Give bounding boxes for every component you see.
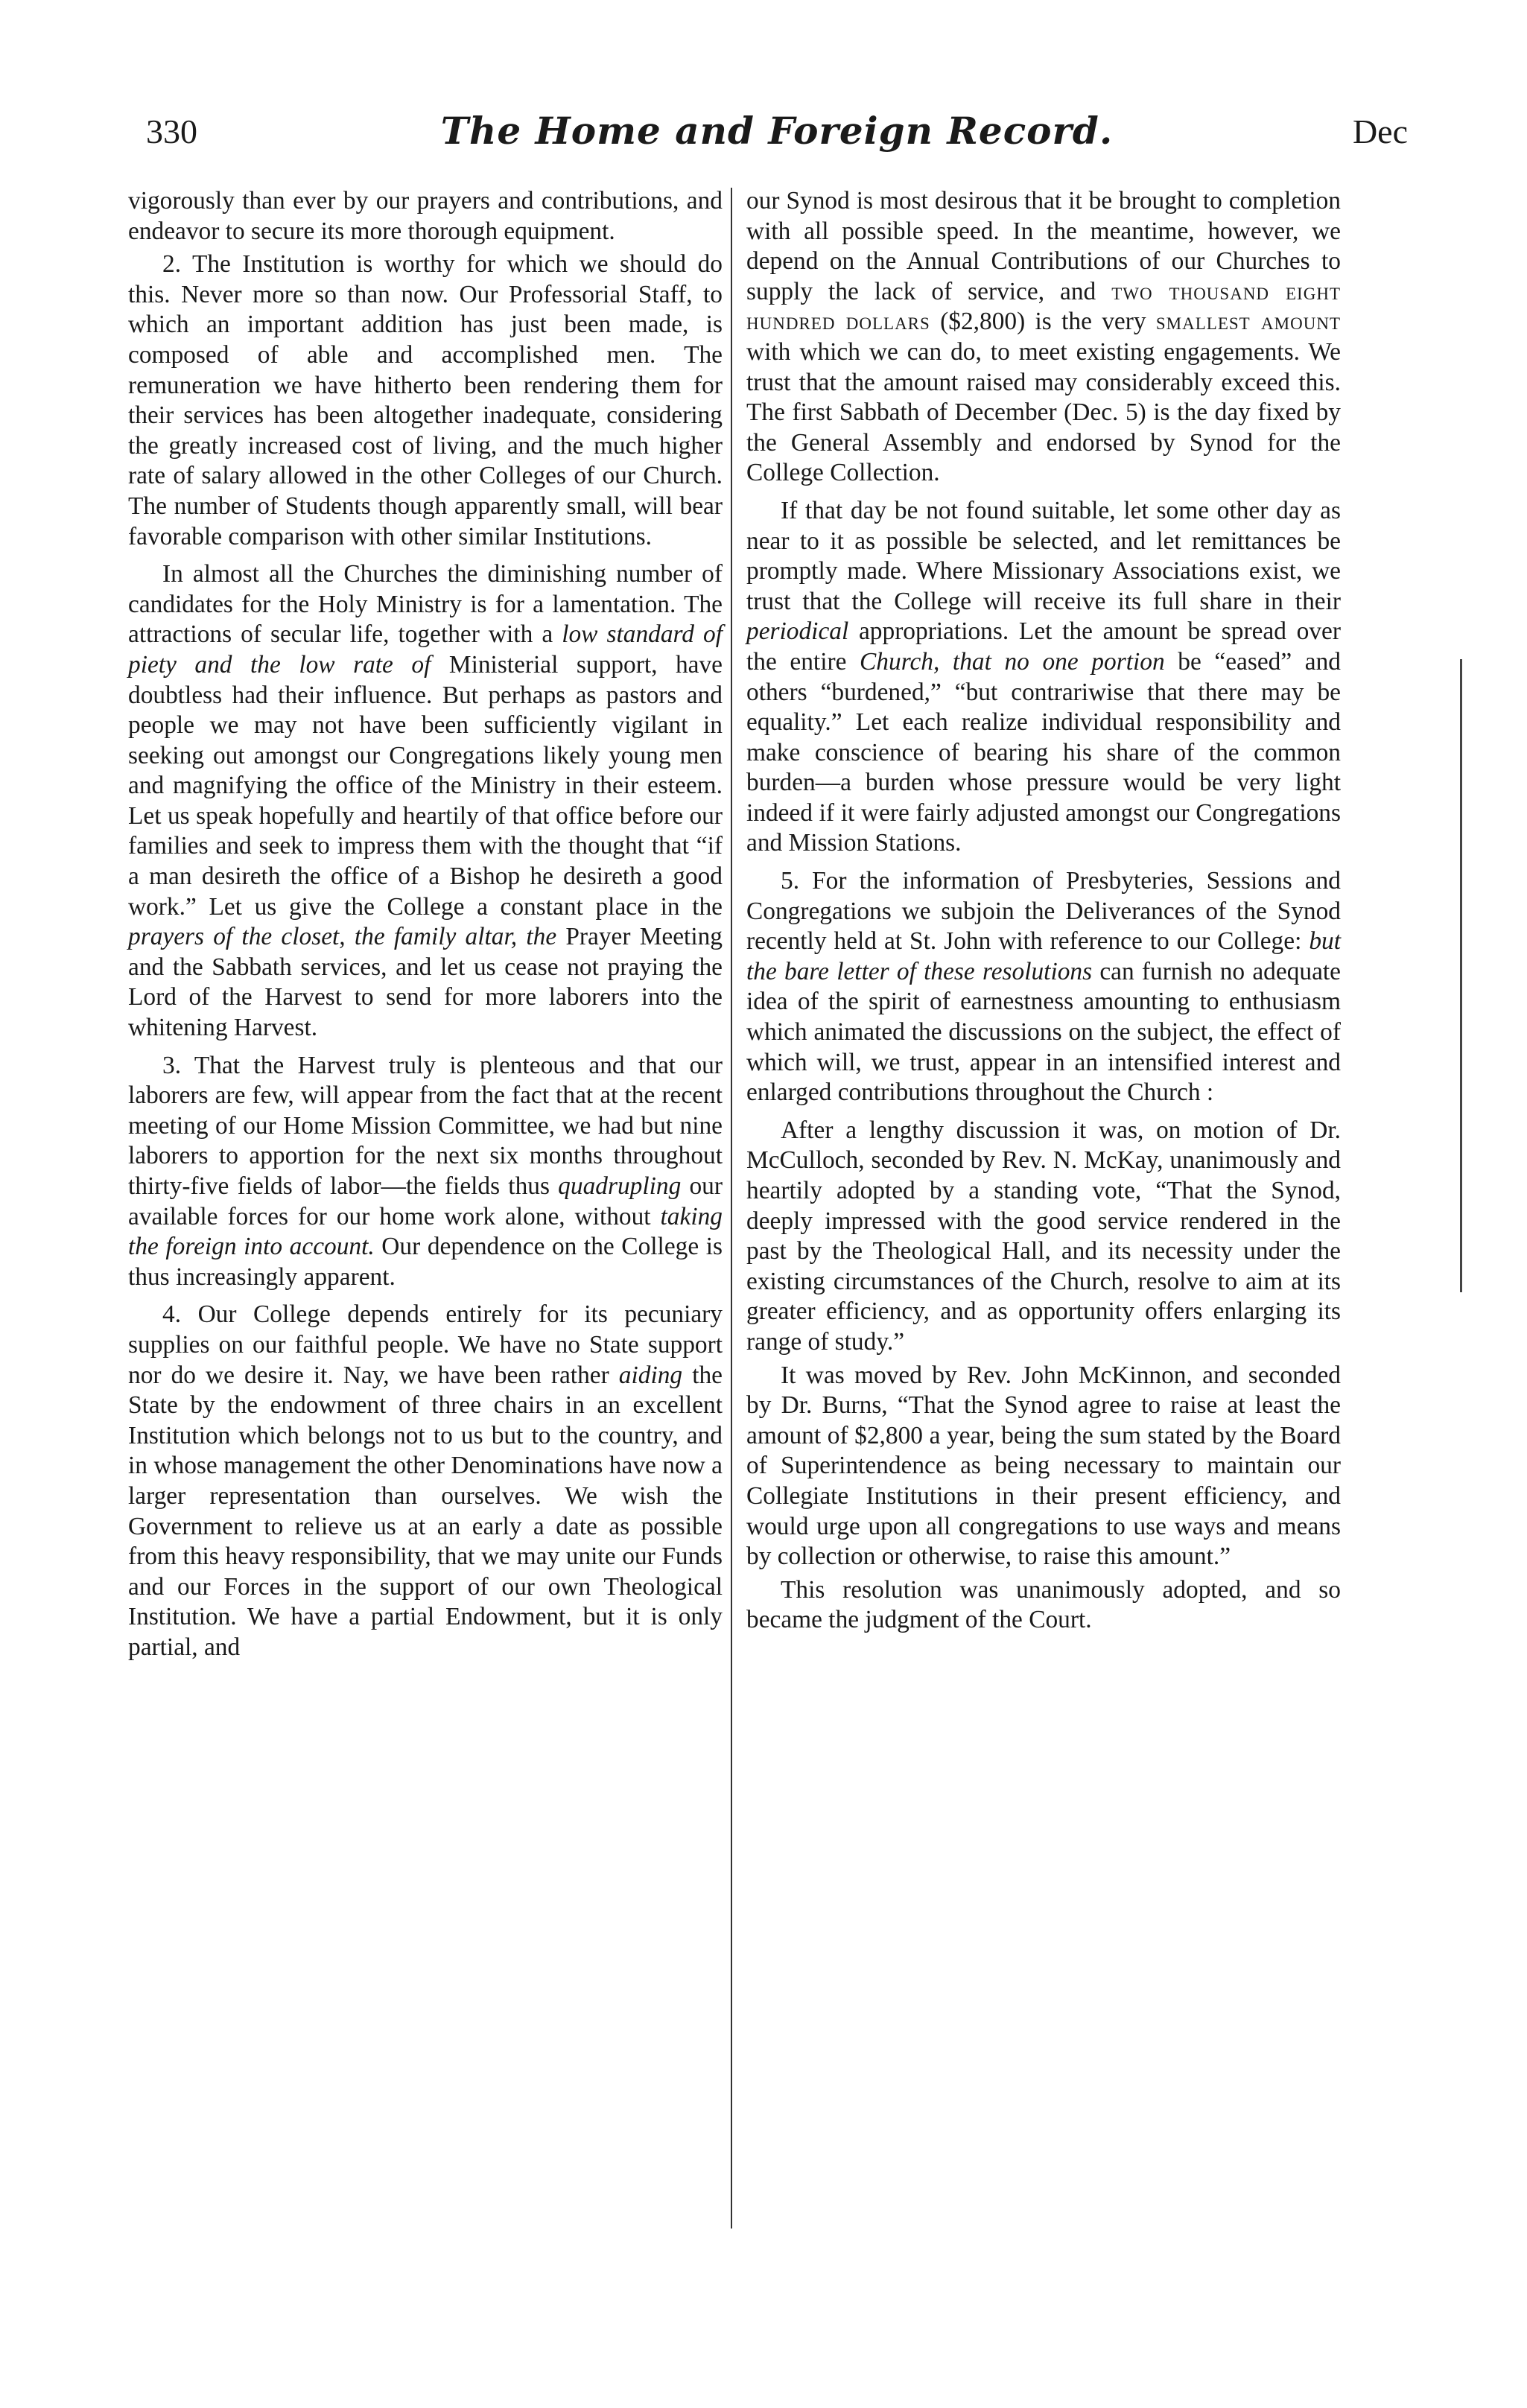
italic-run: prayers of the closet, the family altar, the <box>128 923 557 951</box>
text-run: 3. That the Harvest truly is plenteous and that our laborers are few, will appear from the fact that at the recent meeting of our Home Mission Committee, we had but nine laborers to apportion for the next six months throughout thirty-five fields of labor—the fields thus <box>128 1051 723 1200</box>
column-divider <box>731 188 732 2228</box>
text-run: our Synod is most desirous that it be brought to completion with all possible speed. In the meantime, however, we depend on the Annual Contributions of our Churches to supply the lack of service, and <box>746 187 1341 305</box>
left-paragraph-2: 2. The Institution is worthy for which we should do this. Never more so than now. Our Professorial Staff, to which an important addition has just been made, is composed of able and accomplished men. The remuneration we have hitherto been rendering them for their services has been altogether inadequate, considering the greatly increased cost of living, and the much higher rate of salary allowed in the other Colleges of our Church. The number of Students though apparently small, will bear favorable comparison with other similar Institutions. <box>128 250 723 550</box>
left-paragraph-5 <box>128 1300 723 1662</box>
small-caps-run: two thousand eight hundred dollars <box>746 277 1341 336</box>
page-header <box>146 109 1408 164</box>
running-title: The Home and Foreign Record. <box>440 109 1114 153</box>
right-paragraph-1 <box>746 186 1341 489</box>
text-run: In almost all the Churches the diminishing number of candidates for the Holy Ministry is for a lamentation. The attractions of secular life, together with a <box>128 560 723 649</box>
italic-run: taking the foreign into account. <box>128 1202 723 1261</box>
running-month: Dec <box>1352 112 1408 150</box>
text-run: be “eased” and others “burdened,” “but contrariwise that there may be equality.” Let each realize individual responsibility and make conscience of bearing his share of the common burden—a burden whose pressure would be very light indeed if it were fairly adjusted amongst our Congregations and Mission Stations. <box>746 647 1341 857</box>
left-paragraph-3 <box>128 559 723 1043</box>
text-run: Ministerial support, have doubtless had their influence. But perhaps as pastors and people we may not have been sufficiently vigilant in seeking out amongst our Congregations likely young men and magnifying the office of the Ministry in their esteem. Let us speak hopefully and heartily of that office before our families and seek to impress them with the thought that “if a man desireth the office of a Bishop he desireth a good work.” Let us give the College a constant place in the <box>128 650 723 921</box>
text-run: the State by the endowment of three chairs in an excellent Institution which belongs not to us but to the country, and in whose management the other Denominations have now a larger representation than ourselves. We wish the Government to relieve us at an early a date as possible from this heavy responsibility, that we may unite our Funds and our Forces in the support of our own Theological Institution. We have a partial Endowment, but it is only partial, and <box>128 1361 723 1661</box>
text-run: can furnish no adequate idea of the spirit of earnestness amounting to enthusiasm which animated the discussions on the subject, the effect of which will, we trust, appear in an intensified interest and enlarged contributions throughout the Church : <box>746 957 1342 1107</box>
italic-run: low standard of piety and the low rate of <box>128 620 723 679</box>
italic-run: Church, that no one portion <box>860 647 1165 676</box>
right-paragraph-2 <box>746 496 1341 859</box>
text-run: our available forces for our home work alone, without <box>128 1172 723 1230</box>
italic-run: quadrupling <box>558 1172 682 1200</box>
right-paragraph-4: After a lengthy discussion it was, on motion of Dr. McCulloch, seconded by Rev. N. McKay, unanimously and heartily adopted by a standing vote, “That the Synod, deeply impressed with the good service rendered in the past by the Theological Hall, and its necessity under the existing circumstances of the Church, resolve to aim at its greater efficiency, and as opportunity offers enlarging its range of study.” <box>746 1116 1341 1356</box>
left-paragraph-1: vigorously than ever by our prayers and contributions, and endeavor to secure its more thorough equipment. <box>128 187 723 245</box>
right-paragraph-3 <box>746 866 1341 1108</box>
margin-mark <box>1460 659 1462 1292</box>
italic-run: but the bare letter of these resolutions <box>746 927 1341 985</box>
left-column <box>128 186 723 1666</box>
text-run: Prayer Meeting and the Sabbath services, and let us cease not praying the Lord of the Harvest to send for more laborers into the whitening Harvest. <box>128 923 723 1042</box>
right-column <box>746 186 1341 1639</box>
text-run: 5. For the information of Presbyteries, Sessions and Congregations we subjoin the Deliverances of the Synod recently held at St. John with reference to our College: <box>746 867 1341 956</box>
small-caps-run: smallest amount <box>1155 308 1341 336</box>
text-run: with which we can do, to meet existing engagements. We trust that the amount raised may considerably exceed this. The first Sabbath of December (Dec. 5) is the day fixed by the General Assembly and endorsed by Synod for the College Collection. <box>746 337 1341 487</box>
left-paragraph-4 <box>128 1051 723 1293</box>
text-run: Our dependence on the College is thus increasingly apparent. <box>128 1233 723 1291</box>
right-paragraph-6: This resolution was unanimously adopted, and so became the judgment of the Court. <box>746 1575 1341 1634</box>
text-run: If that day be not found suitable, let some other day as near to it as possible be selected, and let remittances be promptly made. Where Missionary Associations exist, we trust that the College will receive its full share in their <box>746 496 1341 615</box>
right-paragraph-5: It was moved by Rev. John McKinnon, and seconded by Dr. Burns, “That the Synod agree to raise at least the amount of $2,800 a year, being the sum stated by the Board of Superintendence as being necessary to maintain our Collegiate Institutions in their present efficiency, and would urge upon all congregations to use ways and means by collection or otherwise, to raise this amount.” <box>746 1361 1341 1571</box>
text-run: 4. Our College depends entirely for its pecuniary supplies on our faithful people. We have no State support nor do we desire it. Nay, we have been rather <box>128 1300 723 1389</box>
italic-run: aiding <box>618 1361 683 1389</box>
page-number: 330 <box>146 112 197 150</box>
text-run: ($2,800) is the very <box>930 308 1156 336</box>
text-run: appropriations. Let the amount be spread over the entire <box>746 617 1341 676</box>
italic-run: periodical <box>746 617 849 646</box>
